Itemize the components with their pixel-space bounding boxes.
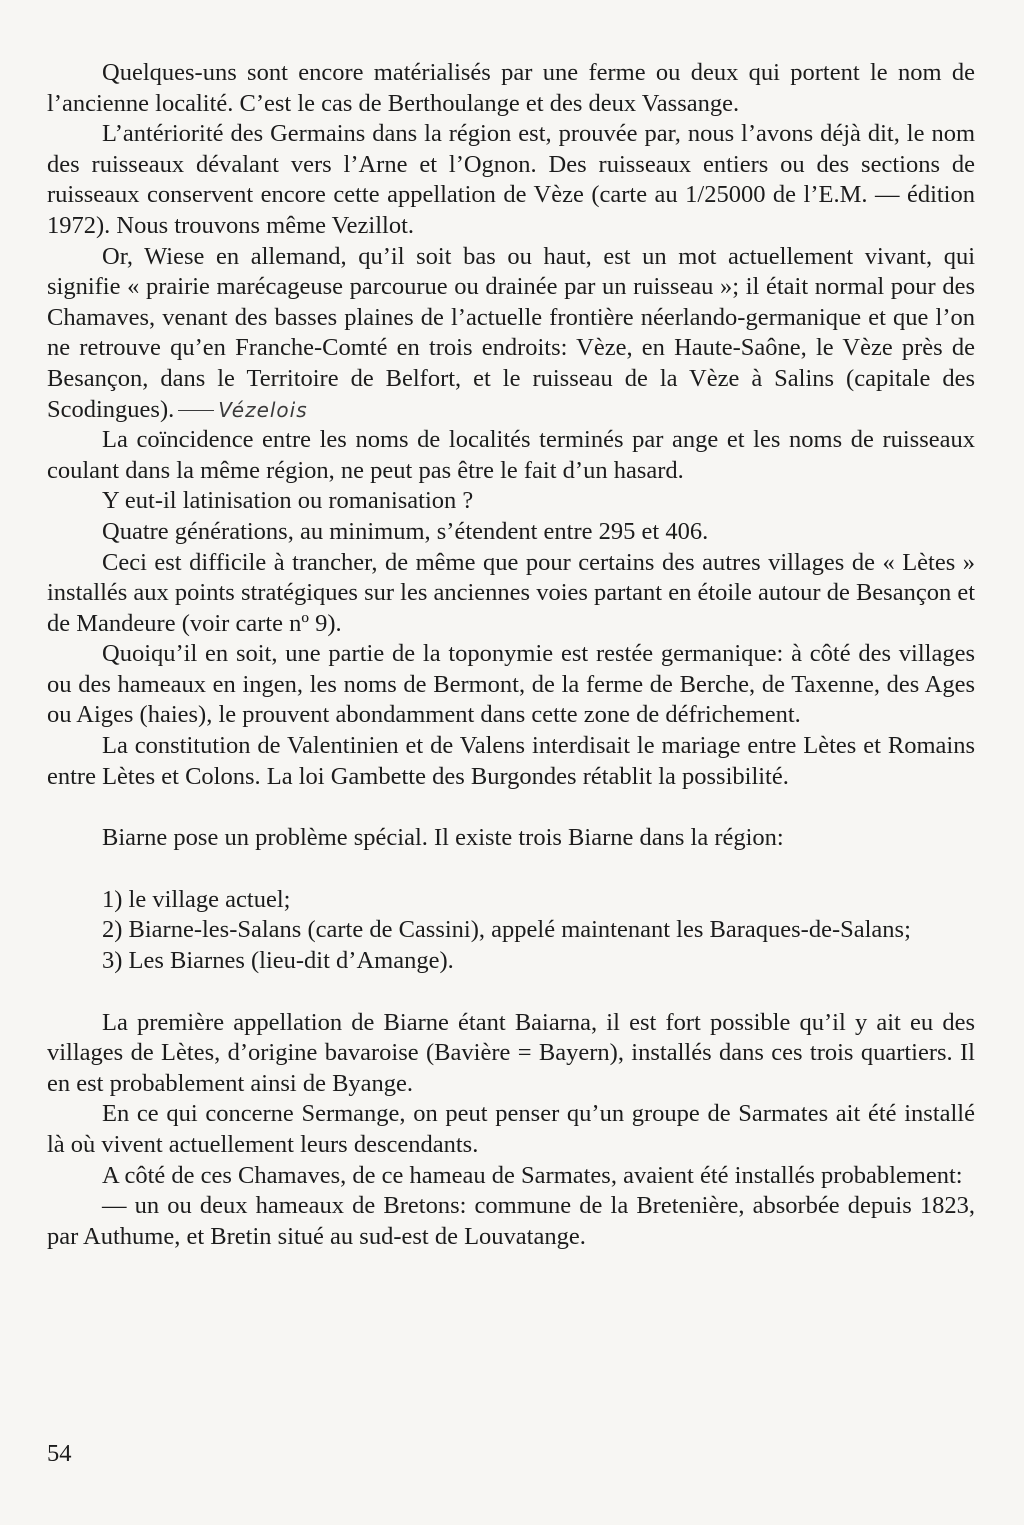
paragraph-7: Ceci est difficile à trancher, de même que pour certains des autres villages de « Lètes » installés aux points stratégiques sur les anciennes voies partant en étoile autour de Besançon et de Mandeure (voir carte nº 9). <box>47 548 976 637</box>
paragraph-3-text: Or, Wiese en allemand, qu’il soit bas ou haut, est un mot actuellement vivant, qui signifie « prairie marécageuse parcourue ou drainée par un ruisseau »; il était normal pour des Chamaves, venant des basses plaines de l’actuelle frontière néerlando-germanique et que l’on ne retrouve qu’en Franche-Comté en trois endroits: Vèze, en Haute-Saône, le Vèze près de Besançon, dans le Territoire de Belfort, et le ruisseau de la Vèze à Salins (capitale des Scodingues). <box>47 242 975 423</box>
paragraph-11: La première appellation de Biarne étant Baiarna, il est fort possible qu’il y ait eu des villages de Lètes, d’origine bavaroise (Bavière = Bayern), installés dans ces trois quartiers. Il en est probablement ainsi de Byange. <box>47 1008 975 1097</box>
paragraph-2: L’antériorité des Germains dans la région est, prouvée par, nous l’avons déjà dit, le nom des ruisseaux dévalant vers l’Arne et l’Ognon. Des ruisseaux entiers ou des sections de ruisseaux conservent encore cette appellation de Vèze (carte au 1/25000 de l’E.M. — édition 1972). Nous trouvons même Vezillot. <box>47 120 975 239</box>
handwritten-dash <box>178 410 214 411</box>
spacer <box>47 854 975 885</box>
paragraph-10: Biarne pose un problème spécial. Il existe trois Biarne dans la région: <box>102 824 784 852</box>
page-body <box>47 58 975 1252</box>
list-item: 2) Biarne-les-Salans (carte de Cassini), appelé maintenant les Baraques-de-Salans; <box>102 916 911 944</box>
paragraph-3 <box>47 242 975 426</box>
paragraph-8: Quoiqu’il en soit, une partie de la toponymie est restée germanique: à côté des villages ou des hameaux en ingen, les noms de Bermont, de la ferme de Berche, de Taxenne, des Ages ou Aiges (haies), le prouvent abondamment dans cette zone de défrichement. <box>47 640 975 729</box>
paragraph-4: La coïncidence entre les noms de localités terminés par ange et les noms de ruisseaux coulant dans la même région, ne peut pas être le fait d’un hasard. <box>47 426 975 484</box>
paragraph-14: — un ou deux hameaux de Bretons: commune de la Bretenière, absorbée depuis 1823, par Authume, et Bretin situé au sud-est de Louvatange. <box>47 1192 975 1250</box>
paragraph-1: Quelques-uns sont encore matérialisés par une ferme ou deux qui portent le nom de l’ancienne localité. C’est le cas de Berthoulange et des deux Vassange. <box>47 59 975 117</box>
list-item: 1) le village actuel; <box>102 885 291 913</box>
paragraph-6: Quatre générations, au minimum, s’étendent entre 295 et 406. <box>102 517 709 545</box>
list-item: 3) Les Biarnes (lieu-dit d’Amange). <box>102 947 454 975</box>
handwritten-annotation: Vézelois <box>218 397 308 422</box>
page-number: 54 <box>47 1440 72 1467</box>
spacer <box>47 792 975 823</box>
paragraph-13: A côté de ces Chamaves, de ce hameau de Sarmates, avaient été installés probablement: <box>102 1161 963 1189</box>
spacer <box>47 977 975 1008</box>
paragraph-9: La constitution de Valentinien et de Valens interdisait le mariage entre Lètes et Romains entre Lètes et Colons. La loi Gambette des Burgondes rétablit la possibilité. <box>47 732 975 790</box>
paragraph-12: En ce qui concerne Sermange, on peut penser qu’un groupe de Sarmates ait été installé là où vivent actuellement leurs descendants. <box>47 1100 975 1158</box>
paragraph-5: Y eut-il latinisation ou romanisation ? <box>102 487 474 515</box>
